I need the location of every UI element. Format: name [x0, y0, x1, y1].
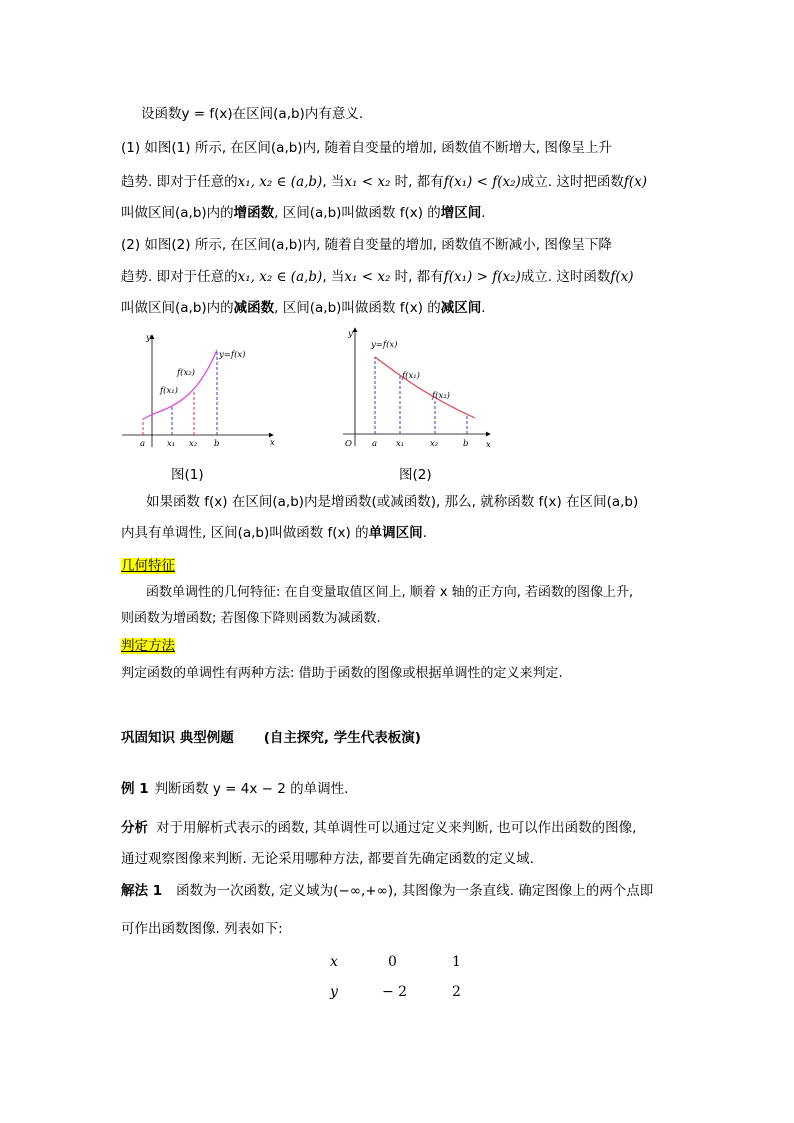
fig1-caption: 图(1) [171, 467, 204, 483]
para2-line1: (2) 如图(2) 所示, 在区间(a,b)内, 随着自变量的增加, 函数值不断减小, 图像呈下降 [121, 237, 612, 253]
fig2-origin-label: O [345, 439, 352, 449]
fig1-y-label: y [146, 333, 151, 343]
value-table [320, 952, 480, 1012]
fig2-x1-label: x₁ [396, 439, 405, 449]
para1-line2: 趋势. 即对于任意的x₁, x₂ ∈ (a,b), 当x₁ < x₂ 时, 都有f(x₁) < f(x₂)成立. 这时把函数f(x) [121, 174, 648, 190]
table-y-0: − 2 [382, 984, 408, 1000]
fig2-fx2-label: f(x₂) [432, 391, 450, 401]
fig2-x-label: x [486, 440, 491, 450]
fig1-curve-label: y=f(x) [219, 350, 246, 360]
para2-line3: 叫做区间(a,b)内的减函数, 区间(a,b)叫做函数 f(x) 的减区间. [121, 300, 486, 316]
table-y-1: 2 [452, 984, 461, 1000]
fig2-x2-label: x₂ [430, 439, 439, 449]
fig2-a-label: a [372, 439, 378, 449]
figure-decreasing-function [335, 322, 495, 452]
solution-line2: 可作出函数图像. 列表如下: [121, 921, 283, 937]
fig2-curve-label: y=f(x) [371, 340, 398, 350]
section-heading: 巩固知识 典型例题 (自主探究, 学生代表板演) [121, 730, 421, 746]
solution-line1: 解法 1 函数为一次函数, 定义域为(−∞,+∞), 其图像为一条直线. 确定图像上的两个点即 [121, 883, 654, 899]
fig2-caption: 图(2) [399, 467, 432, 483]
geo-line1: 函数单调性的几何特征: 在自变量取值区间上, 顺着 x 轴的正方向, 若函数的图像上升, [146, 585, 634, 600]
para1-line1: (1) 如图(1) 所示, 在区间(a,b)内, 随着自变量的增加, 函数值不断增大, 图像呈上升 [121, 140, 612, 156]
para2-line2: 趋势. 即对于任意的x₁, x₂ ∈ (a,b), 当x₁ < x₂ 时, 都有f(x₁) > f(x₂)成立. 这时函数f(x) [121, 269, 634, 285]
decreasing-curve [375, 357, 475, 418]
fig1-fx2-label: f(x₂) [177, 368, 195, 378]
fig1-x1-label: x₁ [167, 439, 176, 449]
fig1-fx1-label: f(x₁) [160, 386, 178, 396]
fig2-fx1-label: f(x₁) [402, 371, 420, 381]
mono-line2: 内具有单调性, 区间(a,b)叫做函数 f(x) 的单调区间. [121, 525, 427, 541]
table-x-1: 1 [452, 954, 461, 970]
analysis-line2: 通过观察图像来判断. 无论采用哪种方法, 都要首先确定函数的定义域. [121, 851, 534, 867]
fig2-y-label: y [348, 329, 353, 339]
fig1-x2-label: x₂ [189, 439, 198, 449]
example-1: 例 1 判断函数 y = 4x − 2 的单调性. [121, 781, 349, 797]
geo-line2: 则函数为增函数; 若图像下降则函数为减函数. [121, 611, 381, 626]
fig1-b-label: b [214, 439, 220, 449]
increasing-curve [143, 350, 217, 419]
para1-line3: 叫做区间(a,b)内的增函数, 区间(a,b)叫做函数 f(x) 的增区间. [121, 205, 486, 221]
intro-paragraph: 设函数y = f(x)在区间(a,b)内有意义. [141, 106, 364, 122]
analysis-line1: 分析 对于用解析式表示的函数, 其单调性可以通过定义来判断, 也可以作出函数的图像, [121, 820, 637, 836]
fig1-a-label: a [140, 439, 146, 449]
fig1-x-label: x [270, 438, 275, 448]
figure-increasing-function [118, 325, 280, 450]
heading-geometry: 几何特征 [121, 558, 175, 574]
heading-judge: 判定方法 [121, 638, 175, 654]
table-x-0: 0 [388, 954, 397, 970]
fig2-b-label: b [463, 439, 469, 449]
mono-line1: 如果函数 f(x) 在区间(a,b)内是增函数(或减函数), 那么, 就称函数 f(x) 在区间(a,b) [146, 494, 639, 510]
table-x-label: x [330, 954, 338, 970]
judge-text: 判定函数的单调性有两种方法: 借助于函数的图像或根据单调性的定义来判定. [121, 666, 563, 681]
table-y-label: y [330, 984, 338, 1000]
